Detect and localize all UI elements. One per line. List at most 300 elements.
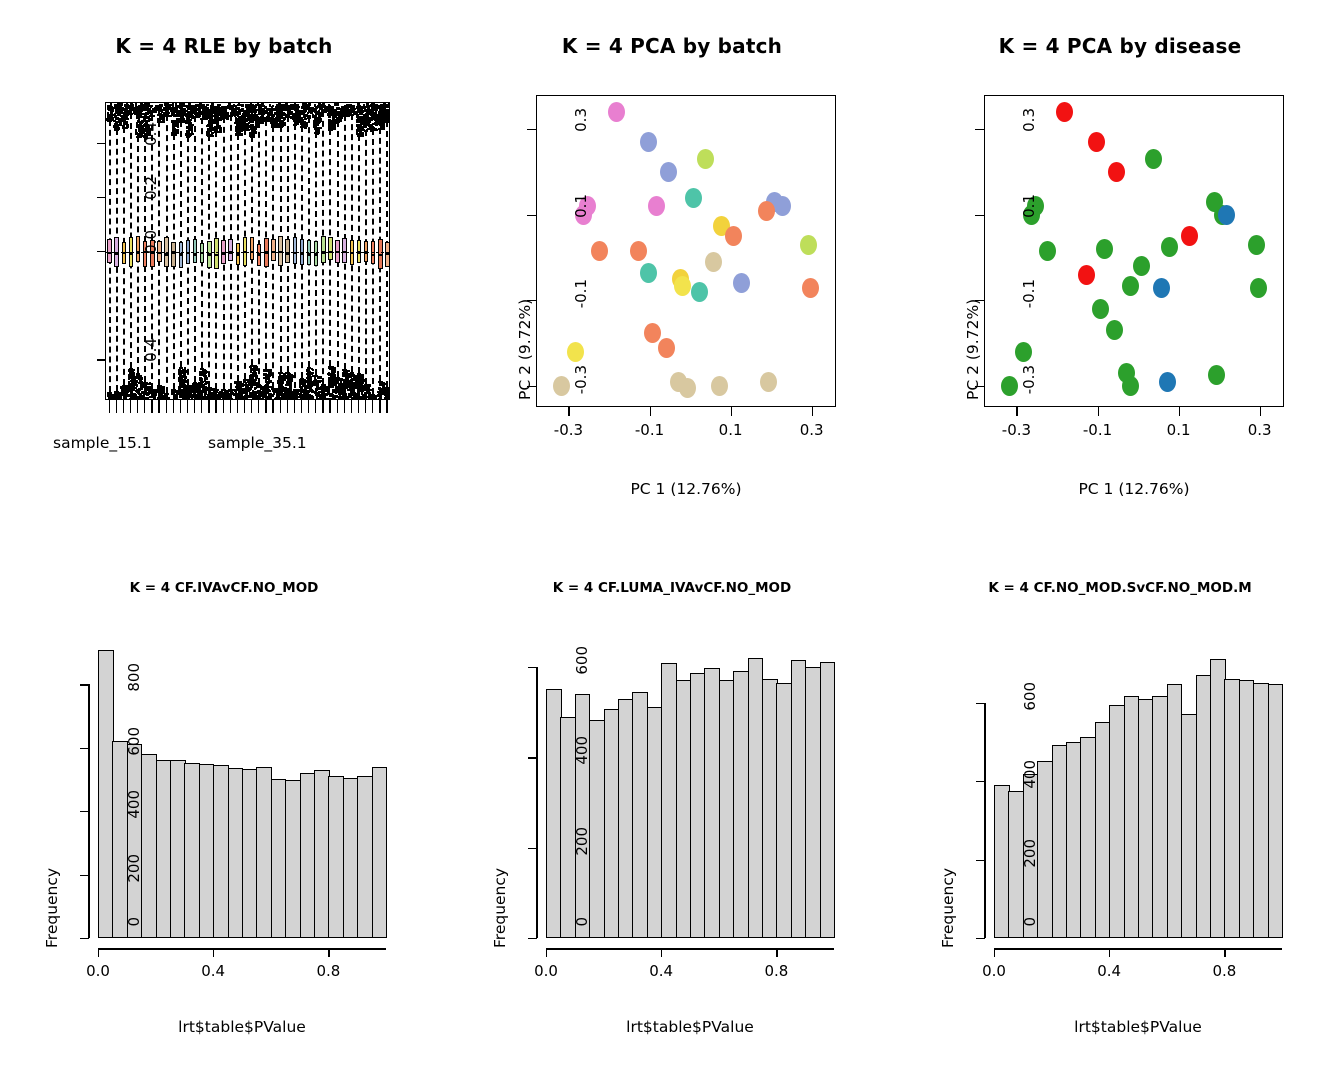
histogram-bar (1109, 705, 1125, 938)
scatter-point (1092, 299, 1109, 319)
hist-y-tick (80, 938, 89, 939)
rle-outlier (267, 382, 270, 385)
panel-title: K = 4 RLE by batch (115, 34, 333, 58)
histogram-bar (357, 776, 373, 938)
rle-outlier (279, 383, 282, 386)
scatter-point (774, 196, 791, 216)
rle-outlier (120, 393, 123, 396)
rle-outlier (236, 132, 239, 135)
rle-outlier (253, 369, 256, 372)
rle-outlier (202, 387, 205, 390)
hist-y-axis-line (536, 667, 538, 938)
rle-outlier (114, 123, 117, 126)
hist-x-tick-label: 0.0 (86, 962, 110, 980)
rle-outlier (216, 122, 219, 125)
histogram-bar (618, 699, 634, 938)
rle-outlier (288, 380, 291, 383)
hist-cf-iva-y-title: Frequency (43, 867, 61, 948)
histogram-bar (1124, 696, 1140, 938)
rle-outlier (129, 371, 132, 374)
rle-outlier (214, 130, 217, 133)
rle-x-tick (230, 400, 231, 413)
hist-x-tick-label: 0.4 (649, 962, 674, 980)
pca-x-tick (568, 407, 569, 416)
rle-outlier (179, 105, 182, 108)
hist-x-tick-label: 0.8 (1212, 962, 1237, 980)
rle-outlier (316, 123, 319, 126)
rle-outlier (135, 390, 138, 393)
histogram-bar (820, 662, 836, 938)
rle-x-tick (272, 400, 273, 413)
rle-outlier (195, 390, 198, 393)
rle-outlier (202, 370, 205, 373)
hist-y-tick (976, 781, 985, 782)
rle-outlier (183, 369, 186, 372)
rle-outlier (206, 398, 209, 399)
rle-outlier (108, 118, 111, 121)
histogram-bar (805, 667, 821, 938)
rle-outlier (126, 126, 129, 129)
rle-x-tick (258, 400, 259, 413)
rle-outlier (181, 380, 184, 383)
rle-outlier (175, 394, 178, 397)
panel-pca-by-batch (448, 0, 896, 520)
scatter-point (685, 188, 702, 208)
rle-outlier (228, 393, 231, 396)
panel-hist-cf-no-mod-s (896, 540, 1344, 1075)
pca-x-tick-label: 0.1 (718, 421, 743, 439)
scatter-point (1250, 278, 1267, 298)
rle-outlier (242, 392, 245, 395)
rle-outlier (304, 126, 307, 129)
pca-disease-y-title: PC 2 (9.72%) (964, 298, 982, 400)
histogram-bar (1095, 722, 1111, 938)
histogram-bar (141, 754, 157, 938)
rle-outlier (285, 384, 288, 387)
scatter-point (1108, 162, 1125, 182)
hist-x-axis-line (994, 948, 1282, 950)
rle-outlier (238, 120, 241, 123)
rle-outlier (299, 115, 302, 118)
rle-outlier (135, 111, 138, 114)
histogram-bar (575, 694, 591, 938)
pca-x-tick-label: -0.1 (1082, 421, 1113, 439)
rle-outlier (367, 122, 370, 125)
rle-outlier (254, 132, 257, 135)
rle-outlier (199, 106, 202, 109)
rle-outlier (150, 111, 153, 114)
rle-outlier (120, 110, 123, 113)
rle-x-tick (337, 400, 338, 413)
rle-outlier (337, 390, 340, 393)
rle-outlier (191, 132, 194, 135)
rle-outlier (337, 113, 340, 116)
rle-outlier (182, 116, 185, 119)
scatter-point (760, 372, 777, 392)
rle-outlier (280, 397, 283, 399)
rle-outlier (157, 118, 160, 121)
rle-outlier (289, 385, 292, 388)
scatter-point (553, 376, 570, 396)
hist-y-tick-label: 400 (1021, 760, 1039, 789)
scatter-point (733, 273, 750, 293)
histogram-bar (647, 707, 663, 938)
rle-outlier (349, 389, 352, 392)
rle-outlier (183, 379, 186, 382)
rle-x-tick (187, 400, 188, 413)
rle-outlier (350, 110, 353, 113)
rle-outlier (272, 105, 275, 108)
rle-outlier (200, 382, 203, 385)
rle-outlier (126, 121, 129, 124)
pca-x-tick-label: -0.1 (634, 421, 665, 439)
rle-outlier (236, 388, 239, 391)
rle-outlier (364, 396, 367, 399)
hist-x-tick-label: 0.4 (201, 962, 226, 980)
hist-y-axis-line (984, 703, 986, 938)
histogram-bar (1210, 659, 1226, 938)
rle-outlier (189, 121, 192, 124)
rle-outlier (335, 121, 338, 124)
hist-y-tick-label: 0 (573, 917, 591, 927)
histogram-bar (199, 764, 215, 938)
scatter-point (1122, 376, 1139, 396)
rle-outlier (136, 396, 139, 399)
rle-outlier (342, 374, 345, 377)
panel-hist-cf-luma-iva (448, 540, 896, 1075)
rle-outlier (356, 386, 359, 389)
rle-outlier (293, 117, 296, 120)
scatter-point (711, 376, 728, 396)
rle-box (136, 236, 140, 262)
rle-outlier (143, 107, 146, 110)
histogram-bar (604, 709, 620, 938)
pca-x-tick (1179, 407, 1180, 416)
histogram-bar (762, 679, 778, 938)
rle-outlier (307, 115, 310, 118)
panel-pca-by-disease (896, 0, 1344, 520)
histogram-bar (1181, 714, 1197, 938)
rle-x-tick (116, 400, 117, 413)
scatter-point (1015, 342, 1032, 362)
pca-x-tick-label: -0.3 (1001, 421, 1032, 439)
rle-outlier (281, 380, 284, 383)
rle-outlier (185, 388, 188, 391)
rle-outlier (332, 374, 335, 377)
rle-outlier (332, 396, 335, 399)
hist-y-tick (80, 684, 89, 685)
rle-x-tick (322, 400, 323, 413)
rle-outlier (208, 116, 211, 119)
rle-outlier (271, 125, 274, 128)
rle-outlier (340, 119, 343, 122)
rle-outlier (343, 114, 346, 117)
rle-x-tick (372, 400, 373, 413)
rle-x-tick (194, 400, 195, 413)
rle-x-tick (201, 400, 202, 413)
rle-outlier (301, 124, 304, 127)
rle-outlier (380, 392, 383, 395)
hist-y-tick-label: 200 (573, 826, 591, 856)
rle-x-tick (166, 400, 167, 413)
rle-outlier (288, 112, 291, 115)
rle-outlier (245, 114, 248, 117)
scatter-point (1181, 226, 1198, 246)
rle-outlier (199, 378, 202, 381)
scatter-point (758, 201, 775, 221)
rle-outlier (321, 394, 324, 397)
rle-outlier (351, 378, 354, 381)
rle-outlier (364, 118, 367, 121)
rle-y-tick (97, 359, 105, 360)
histogram-bar (661, 663, 677, 938)
rle-outlier (361, 377, 364, 380)
rle-outlier (356, 106, 359, 109)
histogram-bar (1080, 737, 1096, 938)
rle-outlier (194, 386, 197, 389)
rle-outlier (332, 370, 335, 373)
pca-y-tick-label: -0.3 (1020, 364, 1038, 394)
rle-outlier (193, 391, 196, 394)
hist-x-tick (213, 948, 214, 957)
rle-outlier (200, 396, 203, 399)
rle-outlier (314, 104, 317, 107)
rle-outlier (301, 379, 304, 382)
rle-outlier (179, 110, 182, 113)
rle-outlier (279, 111, 282, 114)
hist-y-tick (80, 875, 89, 876)
rle-x-tick (351, 400, 352, 413)
hist-y-tick (528, 757, 537, 758)
rle-outlier (175, 129, 178, 132)
hist-y-tick (528, 667, 537, 668)
rle-outlier (193, 395, 196, 398)
pca-y-tick-label: -0.3 (572, 364, 590, 394)
panel-rle-by-batch (0, 0, 448, 520)
rle-outlier (378, 387, 381, 390)
rle-outlier (324, 387, 327, 390)
rle-outlier (303, 121, 306, 124)
scatter-point (679, 378, 696, 398)
rle-outlier (135, 380, 138, 383)
rle-outlier (349, 112, 352, 115)
rle-x-tick (137, 400, 138, 413)
histogram-bar (1268, 684, 1284, 938)
hist-x-tick (776, 948, 777, 957)
rle-outlier (252, 383, 255, 386)
hist-x-axis-line (98, 948, 386, 950)
rle-outlier (150, 105, 153, 108)
rle-outlier (229, 389, 232, 392)
rle-outlier (258, 121, 261, 124)
hist-cf-iva-x-title: lrt$table$PValue (178, 1018, 306, 1036)
rle-x-tick (180, 400, 181, 413)
rle-outlier (331, 367, 334, 370)
rle-outlier (258, 104, 261, 107)
rle-outlier (183, 372, 186, 375)
rle-outlier (249, 120, 252, 123)
rle-outlier (336, 378, 339, 381)
rle-outlier (300, 395, 303, 398)
rle-outlier (122, 119, 125, 122)
rle-outlier (206, 104, 209, 107)
rle-outlier (361, 374, 364, 377)
rle-y-tick-label: 0.2 (142, 175, 160, 200)
hist-x-tick (661, 948, 662, 957)
hist-cf-luma-iva-y-title: Frequency (491, 867, 509, 948)
rle-outlier (258, 386, 261, 389)
rle-outlier (199, 385, 202, 388)
scatter-point (567, 342, 584, 362)
panel-title: K = 4 CF.LUMA_IVAvCF.NO_MOD (552, 580, 792, 596)
rle-x-tick (344, 400, 345, 413)
rle-outlier (387, 116, 389, 119)
rle-outlier (324, 393, 327, 396)
rle-outlier (331, 121, 334, 124)
rle-x-tick (208, 400, 209, 413)
rle-outlier (263, 377, 266, 380)
rle-outlier (216, 118, 219, 121)
rle-outlier (366, 103, 369, 106)
rle-outlier (371, 104, 374, 107)
rle-outlier (209, 392, 212, 395)
rle-outlier (243, 120, 246, 123)
rle-outlier (222, 111, 225, 114)
rle-outlier (117, 392, 120, 395)
rle-outlier (349, 106, 352, 109)
rle-outlier (157, 105, 160, 108)
rle-x-tick (251, 400, 252, 413)
histogram-bar (256, 767, 272, 938)
rle-box (250, 237, 254, 260)
histogram-bar (1152, 696, 1168, 938)
rle-outlier (271, 110, 274, 113)
panel-hist-cf-iva (0, 540, 448, 1075)
scatter-point (1161, 237, 1178, 257)
rle-outlier (249, 125, 252, 128)
histogram-bar (748, 658, 764, 938)
rle-outlier (358, 378, 361, 381)
rle-outlier (126, 116, 129, 119)
rle-outlier (225, 115, 228, 118)
rle-outlier (288, 397, 291, 399)
rle-outlier (128, 386, 131, 389)
histogram-bar (184, 763, 200, 938)
rle-outlier (117, 112, 120, 115)
rle-outlier (240, 133, 243, 136)
scatter-point (1078, 265, 1095, 285)
rle-outlier (178, 118, 181, 121)
hist-y-tick-label: 600 (573, 646, 591, 675)
rle-outlier (387, 396, 389, 399)
rle-outlier (359, 383, 362, 386)
rle-outlier (202, 104, 205, 107)
rle-outlier (223, 397, 226, 399)
scatter-point (1106, 320, 1123, 340)
rle-outlier (229, 115, 232, 118)
hist-x-tick (1109, 948, 1110, 957)
hist-y-tick (528, 848, 537, 849)
scatter-point (802, 278, 819, 298)
rle-outlier (270, 113, 273, 116)
hist-y-tick (80, 748, 89, 749)
rle-outlier (171, 112, 174, 115)
scatter-point (1153, 278, 1170, 298)
histogram-bar (343, 778, 359, 938)
rle-outlier (164, 103, 167, 106)
rle-outlier (253, 379, 256, 382)
rle-outlier (328, 128, 331, 131)
rle-x-tick (280, 400, 281, 413)
rle-outlier (337, 386, 340, 389)
scatter-point (1208, 365, 1225, 385)
rle-outlier (279, 123, 282, 126)
histogram-bar (170, 760, 186, 938)
rle-outlier (331, 106, 334, 109)
pca-x-tick-label: 0.3 (799, 421, 824, 439)
rle-outlier (318, 380, 321, 383)
rle-outlier (131, 397, 134, 399)
rle-outlier (225, 112, 228, 115)
rle-outlier (236, 398, 239, 399)
rle-outlier (166, 108, 169, 111)
scatter-point (1056, 102, 1073, 122)
rle-outlier (234, 122, 237, 125)
rle-outlier (303, 383, 306, 386)
rle-outlier (321, 105, 324, 108)
rle-outlier (309, 373, 312, 376)
histogram-bar (704, 668, 720, 938)
scatter-point (591, 241, 608, 261)
pca-y-tick-label: 0.3 (1020, 108, 1038, 133)
rle-x-tick (215, 400, 216, 413)
rle-box (171, 242, 175, 268)
rle-outlier (269, 374, 272, 377)
rle-outlier (128, 376, 131, 379)
rle-outlier (371, 108, 374, 111)
rle-outlier (353, 110, 356, 113)
rle-outlier (136, 124, 139, 127)
rle-x-tick (237, 400, 238, 413)
histogram-bar (546, 689, 562, 938)
scatter-point (660, 162, 677, 182)
rle-x-tick (223, 400, 224, 413)
hist-x-tick (994, 948, 995, 957)
rle-x-tick (144, 400, 145, 413)
histogram-bar (776, 683, 792, 938)
rle-outlier (122, 388, 125, 391)
rle-outlier (160, 114, 163, 117)
pca-x-tick (650, 407, 651, 416)
pca-batch-x-title: PC 1 (12.76%) (630, 480, 742, 498)
rle-outlier (117, 108, 120, 111)
rle-outlier (162, 120, 165, 123)
rle-outlier (235, 129, 238, 132)
histogram-bar (271, 779, 287, 938)
hist-y-tick-label: 200 (125, 853, 143, 883)
hist-cf-no-mod-s-x-title: lrt$table$PValue (1074, 1018, 1202, 1036)
scatter-point (1145, 149, 1162, 169)
rle-outlier (250, 104, 253, 107)
rle-outlier (241, 104, 244, 107)
hist-y-tick (976, 703, 985, 704)
scatter-point (644, 323, 661, 343)
rle-outlier (266, 112, 269, 115)
rle-outlier (132, 388, 135, 391)
rle-sample-label-1: sample_15.1 (53, 434, 152, 452)
rle-outlier (171, 393, 174, 396)
histogram-bar (1037, 761, 1053, 938)
